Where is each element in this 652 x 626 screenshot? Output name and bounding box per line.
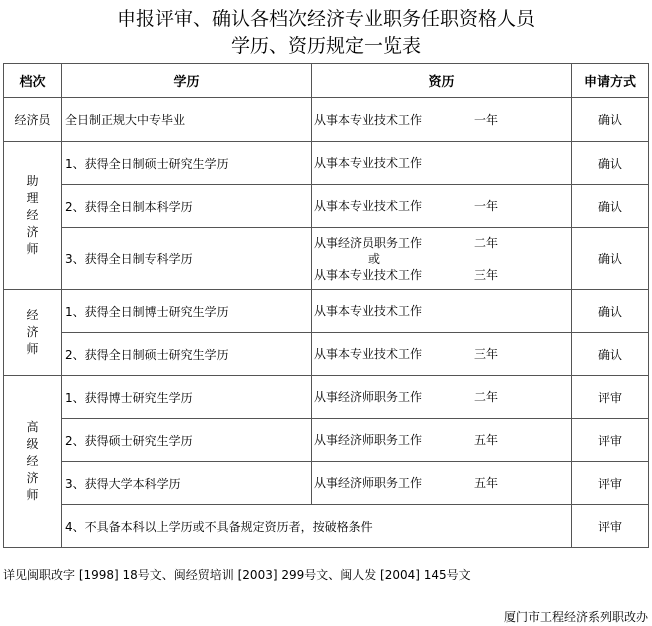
experience-cell xyxy=(312,228,572,290)
table-row xyxy=(4,462,649,505)
education-cell: 2、获得全日制本科学历 xyxy=(62,185,312,228)
experience-text: 从事本专业技术工作 xyxy=(314,112,423,127)
level-cell xyxy=(4,142,62,290)
experience-cell xyxy=(312,333,572,376)
method-cell: 评审 xyxy=(572,462,649,505)
experience-line xyxy=(312,475,571,491)
table-row xyxy=(4,505,649,548)
table-row xyxy=(4,142,649,185)
level-label: 助理经济师 xyxy=(26,174,39,256)
header-row xyxy=(4,64,649,98)
experience-cell xyxy=(312,142,572,185)
method-cell: 评审 xyxy=(572,376,649,419)
experience-years: 五年 xyxy=(474,433,499,447)
experience-text: 从事经济师职务工作 xyxy=(314,433,423,447)
experience-years: 二年 xyxy=(474,235,499,250)
level-label: 经济员 xyxy=(14,113,51,127)
experience-text: 从事本专业技术工作 xyxy=(314,199,423,213)
experience-text: 从事本专业技术工作 xyxy=(314,267,423,282)
level-label: 经济师 xyxy=(26,308,39,356)
table-row xyxy=(4,419,649,462)
header-method: 申请方式 xyxy=(572,64,649,98)
experience-line xyxy=(312,389,571,405)
experience-line xyxy=(312,267,571,283)
level-label: 高级经济师 xyxy=(26,420,39,502)
experience-years: 五年 xyxy=(474,476,499,490)
method-cell: 确认 xyxy=(572,142,649,185)
education-cell: 2、获得全日制硕士研究生学历 xyxy=(62,333,312,376)
experience-line xyxy=(312,432,571,448)
method-cell: 确认 xyxy=(572,185,649,228)
experience-line xyxy=(312,235,571,251)
level-cell xyxy=(4,376,62,548)
experience-text: 从事经济员职务工作 xyxy=(314,235,423,250)
experience-cell xyxy=(312,376,572,419)
experience-line xyxy=(312,112,571,128)
table-row xyxy=(4,333,649,376)
method-cell: 确认 xyxy=(572,290,649,333)
experience-text: 从事本专业技术工作 xyxy=(314,156,423,170)
method-cell: 确认 xyxy=(572,98,649,142)
experience-years: 二年 xyxy=(474,390,499,404)
experience-text: 从事本专业技术工作 xyxy=(314,347,423,361)
experience-line xyxy=(312,198,571,214)
method-cell: 评审 xyxy=(572,419,649,462)
experience-text: 从事经济师职务工作 xyxy=(314,476,423,490)
education-cell: 1、获得博士研究生学历 xyxy=(62,376,312,419)
education-cell: 3、获得大学本科学历 xyxy=(62,462,312,505)
education-cell: 2、获得硕士研究生学历 xyxy=(62,419,312,462)
experience-cell xyxy=(312,462,572,505)
experience-years: 三年 xyxy=(474,267,499,282)
experience-cell xyxy=(312,98,572,142)
education-cell: 1、获得全日制博士研究生学历 xyxy=(62,290,312,333)
header-education: 学历 xyxy=(62,64,312,98)
experience-years: 三年 xyxy=(474,347,499,361)
experience-cell xyxy=(312,185,572,228)
experience-text: 或 xyxy=(368,251,381,266)
experience-line xyxy=(312,303,571,319)
table-row xyxy=(4,376,649,419)
qualification-table xyxy=(3,63,649,548)
level-cell xyxy=(4,98,62,142)
method-cell: 确认 xyxy=(572,333,649,376)
table-row xyxy=(4,228,649,290)
header-level: 档次 xyxy=(4,64,62,98)
page-title: 申报评审、确认各档次经济专业职务任职资格人员 xyxy=(116,8,535,30)
experience-text: 从事本专业技术工作 xyxy=(314,304,423,318)
level-cell xyxy=(4,290,62,376)
page-subtitle: 学历、资历规定一览表 xyxy=(230,35,421,57)
footnote: 详见闽职改字 [1998] 18号文、闽经贸培训 [2003] 299号文、闽人发 [2004] 145号文 xyxy=(3,568,471,582)
education-cell: 4、不具备本科以上学历或不具备规定资历者，按破格条件 xyxy=(62,505,572,548)
education-cell: 1、获得全日制硕士研究生学历 xyxy=(62,142,312,185)
header-experience: 资历 xyxy=(312,64,572,98)
method-cell: 确认 xyxy=(572,228,649,290)
education-cell: 3、获得全日制专科学历 xyxy=(62,228,312,290)
experience-line xyxy=(312,251,571,267)
experience-cell xyxy=(312,290,572,333)
experience-years: 一年 xyxy=(474,112,499,127)
education-cell: 全日制正规大中专毕业 xyxy=(62,98,312,142)
experience-years: 一年 xyxy=(474,199,499,213)
experience-cell xyxy=(312,419,572,462)
experience-line xyxy=(312,346,571,362)
table-row xyxy=(4,185,649,228)
experience-text: 从事经济师职务工作 xyxy=(314,390,423,404)
method-cell: 评审 xyxy=(572,505,649,548)
issuing-office: 厦门市工程经济系列职改办 xyxy=(503,610,648,624)
experience-line xyxy=(312,155,571,171)
table-row xyxy=(4,290,649,333)
table-row xyxy=(4,98,649,142)
